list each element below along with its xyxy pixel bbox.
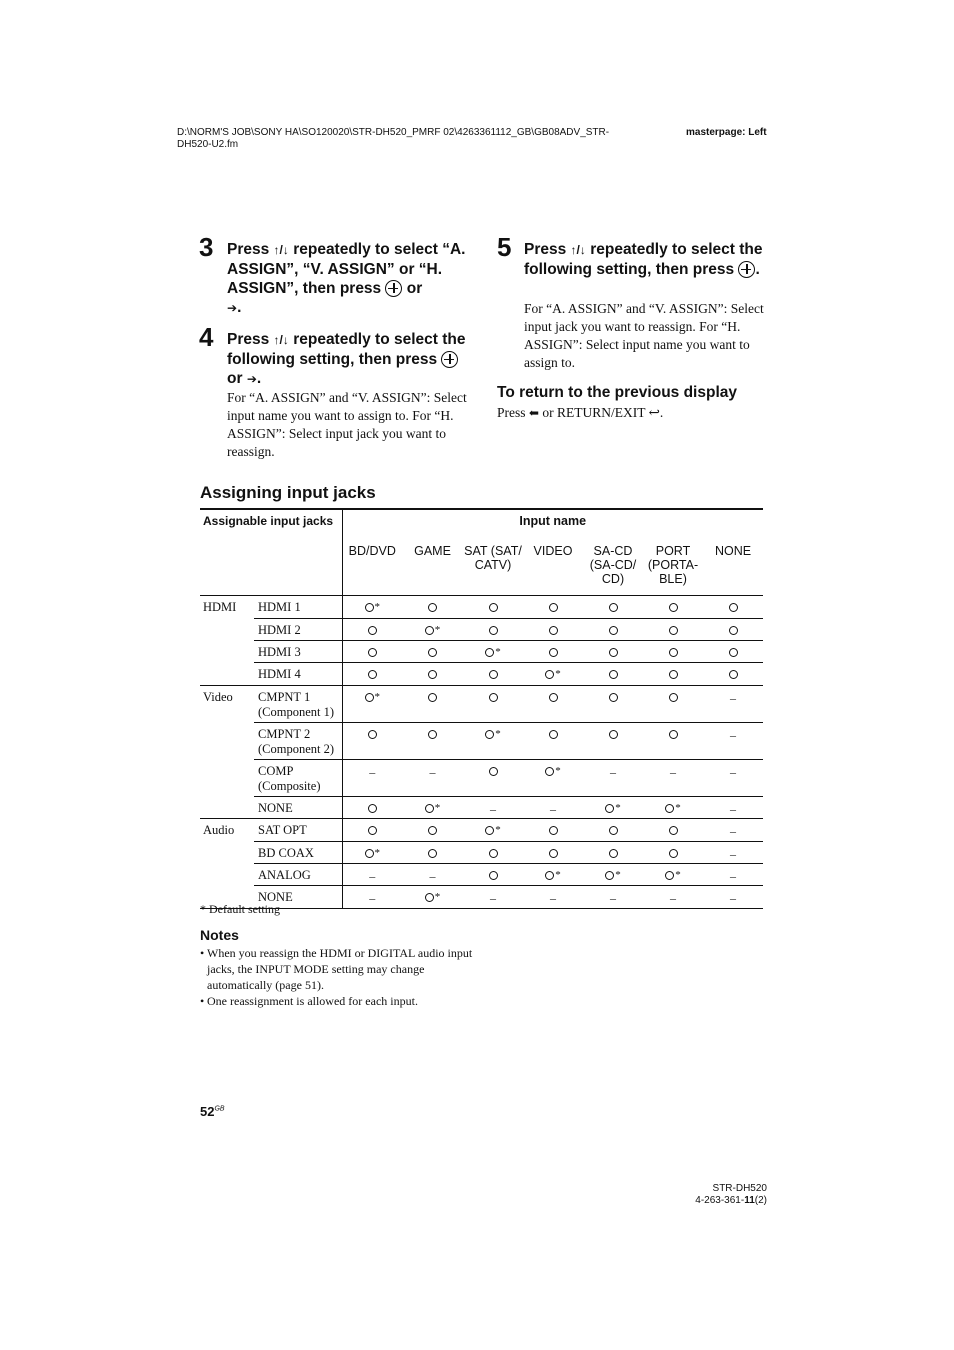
assignment-cell xyxy=(523,842,583,864)
input-jack-table xyxy=(200,508,763,909)
table-row xyxy=(200,619,763,641)
default-asterisk: * xyxy=(374,847,380,859)
assignable-circle-icon xyxy=(605,871,614,880)
assignable-circle-icon xyxy=(669,648,678,657)
enter-button-icon xyxy=(738,261,755,278)
assignable-circle-icon xyxy=(485,730,494,739)
assignable-circle-icon xyxy=(489,871,498,880)
assignment-cell xyxy=(703,760,763,797)
assignable-circle-icon xyxy=(669,826,678,835)
header-assignable-jacks: Assignable input jacks xyxy=(200,509,342,596)
assignable-circle-icon xyxy=(545,871,554,880)
not-assignable-dash: – xyxy=(670,765,676,779)
table-row xyxy=(200,760,763,797)
enter-button-icon xyxy=(441,351,458,368)
assignment-cell xyxy=(703,797,763,819)
assignment-cell xyxy=(342,864,402,886)
notes-list xyxy=(200,945,475,1009)
assignable-circle-icon xyxy=(428,603,437,612)
not-assignable-dash: – xyxy=(730,869,736,883)
assignment-cell xyxy=(643,797,703,819)
assignment-cell xyxy=(583,842,643,864)
assignable-circle-icon xyxy=(365,849,374,858)
page-suffix: GB xyxy=(214,1105,225,1113)
assignment-cell xyxy=(523,596,583,619)
not-assignable-dash: – xyxy=(730,824,736,838)
model-code: 4-263-361-11(2) xyxy=(695,1195,767,1206)
assignment-cell xyxy=(342,842,402,864)
assignable-circle-icon xyxy=(729,626,738,635)
assignment-cell xyxy=(523,663,583,686)
group-label: Audio xyxy=(200,819,254,909)
file-path-line2: DH520-U2.fm xyxy=(177,139,239,150)
jack-name: HDMI 3 xyxy=(254,641,342,663)
assignment-cell xyxy=(342,819,402,842)
assignment-cell xyxy=(463,760,523,797)
not-assignable-dash: – xyxy=(490,802,496,816)
page-number: $52^{GB}$ xyxy=(200,1104,225,1119)
assignable-circle-icon xyxy=(549,730,558,739)
assignment-cell xyxy=(643,819,703,842)
right-arrow-icon: ➔ xyxy=(227,301,238,315)
assignment-cell xyxy=(342,619,402,641)
assignment-cell xyxy=(402,864,463,886)
default-asterisk: * xyxy=(615,869,621,881)
assignable-circle-icon xyxy=(549,826,558,835)
assignment-cell xyxy=(583,663,643,686)
assignment-cell xyxy=(523,686,583,723)
assignment-cell xyxy=(583,797,643,819)
assignable-circle-icon xyxy=(365,603,374,612)
table-row xyxy=(200,663,763,686)
assignable-circle-icon xyxy=(669,603,678,612)
assignment-cell xyxy=(463,641,523,663)
default-asterisk: * xyxy=(495,824,501,836)
assignment-cell xyxy=(583,641,643,663)
up-down-arrow-icon: ↑/↓ xyxy=(273,333,289,347)
assignable-circle-icon xyxy=(368,730,377,739)
assignable-circle-icon xyxy=(489,626,498,635)
assignment-cell xyxy=(463,723,523,760)
default-asterisk: * xyxy=(374,691,380,703)
default-asterisk: * xyxy=(495,728,501,740)
assignment-cell xyxy=(583,819,643,842)
assignable-circle-icon xyxy=(545,670,554,679)
assignable-circle-icon xyxy=(549,648,558,657)
assignment-cell xyxy=(583,596,643,619)
assignable-circle-icon xyxy=(609,693,618,702)
default-asterisk: * xyxy=(495,646,501,658)
assignment-cell xyxy=(583,723,643,760)
right-arrow-icon: ➔ xyxy=(246,372,257,386)
assignable-circle-icon xyxy=(545,767,554,776)
assignment-cell xyxy=(523,864,583,886)
column-header: PORT (PORTA- BLE) xyxy=(643,538,703,596)
assignable-circle-icon xyxy=(489,849,498,858)
not-assignable-dash: – xyxy=(730,891,736,905)
default-asterisk: * xyxy=(675,802,681,814)
assignment-cell xyxy=(703,619,763,641)
group-label: Video xyxy=(200,686,254,819)
column-header: VIDEO xyxy=(523,538,583,596)
assignment-cell xyxy=(583,886,643,909)
note-item: • One reassignment is allowed for each input. xyxy=(200,993,475,1009)
assignable-circle-icon xyxy=(428,826,437,835)
assignment-cell xyxy=(643,596,703,619)
not-assignable-dash: – xyxy=(730,847,736,861)
section-title: Assigning input jacks xyxy=(200,483,376,502)
header-input-name: Input name xyxy=(342,509,763,538)
assignment-cell xyxy=(342,663,402,686)
default-asterisk: * xyxy=(374,601,380,613)
assignable-circle-icon xyxy=(368,826,377,835)
not-assignable-dash: – xyxy=(550,891,556,905)
default-asterisk: * xyxy=(434,891,441,903)
default-asterisk: * xyxy=(434,624,441,636)
assignable-circle-icon xyxy=(485,826,494,835)
assignment-cell xyxy=(402,842,463,864)
model-info xyxy=(695,1183,767,1207)
assignable-circle-icon xyxy=(368,648,377,657)
assignable-circle-icon xyxy=(609,648,618,657)
assignment-cell xyxy=(643,886,703,909)
step-number: 4 xyxy=(199,322,213,352)
return-icon: ↩ xyxy=(648,405,660,420)
step-5 xyxy=(497,232,767,376)
up-down-arrow-icon: ↑/↓ xyxy=(273,243,289,257)
assignment-cell xyxy=(402,819,463,842)
assignable-circle-icon xyxy=(365,693,374,702)
assignable-circle-icon xyxy=(368,804,377,813)
default-asterisk: * xyxy=(675,869,681,881)
step-title: Press ↑/↓ repeatedly to select the following setting, then press or ➔. xyxy=(227,331,466,387)
table-row xyxy=(200,641,763,663)
assignment-cell xyxy=(342,641,402,663)
not-assignable-dash: – xyxy=(610,765,616,779)
assignable-circle-icon xyxy=(489,767,498,776)
assignment-cell xyxy=(703,864,763,886)
assignable-circle-icon xyxy=(729,670,738,679)
default-asterisk: * xyxy=(555,869,561,881)
step-3 xyxy=(199,232,469,316)
assignment-cell xyxy=(523,886,583,909)
step-number: 5 xyxy=(497,232,511,262)
assignment-cell xyxy=(402,619,463,641)
assignable-circle-icon xyxy=(609,626,618,635)
group-label: HDMI xyxy=(200,596,254,686)
jack-name: ANALOG xyxy=(254,864,342,886)
assignment-cell xyxy=(523,619,583,641)
assignment-cell xyxy=(643,842,703,864)
file-path-line1: D:\NORM'S JOB\SONY HA\SO120020\STR-DH520_PMRF 02\4263361112_GB\GB08ADV_STR- xyxy=(177,127,610,138)
assignment-cell xyxy=(402,663,463,686)
assignable-circle-icon xyxy=(605,804,614,813)
table-row xyxy=(200,864,763,886)
assignable-circle-icon xyxy=(669,849,678,858)
jack-name: HDMI 1 xyxy=(254,596,342,619)
assignable-circle-icon xyxy=(368,626,377,635)
assignment-cell xyxy=(463,686,523,723)
return-section-title: To return to the previous display xyxy=(497,384,737,401)
assignment-cell xyxy=(523,641,583,663)
table-row xyxy=(200,842,763,864)
assignable-circle-icon xyxy=(549,626,558,635)
table-row xyxy=(200,819,763,842)
assignable-circle-icon xyxy=(489,670,498,679)
not-assignable-dash: – xyxy=(730,765,736,779)
jack-name: NONE xyxy=(254,886,342,909)
step-body: For “A. ASSIGN” and “V. ASSIGN”: Select input jack you want to reassign. For “H. ASSIGN”: Select input name you want to assign to. xyxy=(524,301,764,370)
not-assignable-dash: – xyxy=(730,728,736,742)
assignable-circle-icon xyxy=(609,826,618,835)
step-4 xyxy=(199,322,469,466)
assignment-cell xyxy=(402,596,463,619)
table-row xyxy=(200,797,763,819)
assignment-cell xyxy=(703,686,763,723)
assignable-circle-icon xyxy=(665,804,674,813)
column-header: BD/DVD xyxy=(342,538,402,596)
assignment-cell xyxy=(643,723,703,760)
jack-name: CMPNT 1 (Component 1) xyxy=(254,686,342,723)
assignable-circle-icon xyxy=(428,670,437,679)
assignment-cell xyxy=(463,842,523,864)
step-title: Press ↑/↓ repeatedly to select “A. ASSIGN”, “V. ASSIGN” or “H. ASSIGN”, then press or ➔. xyxy=(227,241,466,316)
default-setting-footnote: * Default setting xyxy=(200,902,280,916)
notes-title: Notes xyxy=(200,927,239,943)
assignment-cell xyxy=(463,864,523,886)
assignment-cell xyxy=(402,886,463,909)
table-row xyxy=(200,723,763,760)
assignment-cell xyxy=(402,686,463,723)
assignment-cell xyxy=(342,596,402,619)
enter-button-icon xyxy=(385,280,402,297)
assignment-cell xyxy=(643,619,703,641)
column-header: SA-CD (SA-CD/ CD) xyxy=(583,538,643,596)
assignable-circle-icon xyxy=(609,730,618,739)
default-asterisk: * xyxy=(555,668,561,680)
default-asterisk: * xyxy=(434,802,441,814)
assignable-circle-icon xyxy=(609,849,618,858)
assignment-cell xyxy=(463,619,523,641)
table-row xyxy=(200,596,763,619)
assignable-circle-icon xyxy=(669,626,678,635)
not-assignable-dash: – xyxy=(429,869,436,883)
step-body: For “A. ASSIGN” and “V. ASSIGN”: Select input name you want to assign to. For “H. ASSIGN”: Select input jack you want to reassign. xyxy=(227,390,467,459)
assignable-circle-icon xyxy=(428,730,437,739)
jack-name: SAT OPT xyxy=(254,819,342,842)
assignable-circle-icon xyxy=(425,804,434,813)
assignable-circle-icon xyxy=(425,893,434,902)
assignable-circle-icon xyxy=(729,603,738,612)
assignment-cell xyxy=(523,797,583,819)
column-header: NONE xyxy=(703,538,763,596)
assignment-cell xyxy=(463,819,523,842)
assignment-cell xyxy=(523,760,583,797)
jack-name: HDMI 4 xyxy=(254,663,342,686)
assignable-circle-icon xyxy=(549,849,558,858)
assignment-cell xyxy=(342,723,402,760)
assignable-circle-icon xyxy=(665,871,674,880)
model-name: STR-DH520 xyxy=(712,1183,767,1194)
note-item: • When you reassign the HDMI or DIGITAL audio input jacks, the INPUT MODE setting may change automatically (page 51). xyxy=(200,945,475,993)
assignable-circle-icon xyxy=(549,603,558,612)
not-assignable-dash: – xyxy=(730,802,736,816)
assignment-cell xyxy=(643,760,703,797)
not-assignable-dash: – xyxy=(369,765,376,779)
assignment-cell xyxy=(342,886,402,909)
return-section-body: Press ⬅ or RETURN/EXIT ↩. xyxy=(497,405,664,420)
assignable-circle-icon xyxy=(489,603,498,612)
column-header: GAME xyxy=(402,538,463,596)
step-title: Press ↑/↓ repeatedly to select the following setting, then press . xyxy=(524,241,763,278)
not-assignable-dash: – xyxy=(490,891,496,905)
jack-name: CMPNT 2 (Component 2) xyxy=(254,723,342,760)
assignment-cell xyxy=(643,641,703,663)
assignment-cell xyxy=(703,819,763,842)
assignment-cell xyxy=(463,663,523,686)
assignment-cell xyxy=(463,886,523,909)
not-assignable-dash: – xyxy=(730,691,736,705)
jack-name: HDMI 2 xyxy=(254,619,342,641)
assignable-circle-icon xyxy=(669,730,678,739)
assignable-circle-icon xyxy=(428,648,437,657)
assignment-cell xyxy=(342,797,402,819)
assignment-cell xyxy=(583,864,643,886)
masterpage-label: masterpage: Left xyxy=(686,127,767,138)
assignment-cell xyxy=(463,596,523,619)
assignment-cell xyxy=(342,760,402,797)
assignable-circle-icon xyxy=(428,693,437,702)
not-assignable-dash: – xyxy=(670,891,676,905)
assignment-cell xyxy=(583,686,643,723)
assignable-circle-icon xyxy=(669,693,678,702)
assignment-cell xyxy=(342,686,402,723)
assignable-circle-icon xyxy=(368,670,377,679)
assignable-circle-icon xyxy=(428,849,437,858)
assignment-cell xyxy=(643,864,703,886)
left-arrow-icon: ⬅ xyxy=(528,406,539,420)
assignment-cell xyxy=(703,886,763,909)
assignment-cell xyxy=(703,723,763,760)
default-asterisk: * xyxy=(615,802,621,814)
assignment-cell xyxy=(402,723,463,760)
assignment-cell xyxy=(523,723,583,760)
jack-name: NONE xyxy=(254,797,342,819)
jack-name: BD COAX xyxy=(254,842,342,864)
up-down-arrow-icon: ↑/↓ xyxy=(570,243,586,257)
not-assignable-dash: – xyxy=(429,765,436,779)
assignment-cell xyxy=(583,760,643,797)
assignment-cell xyxy=(703,663,763,686)
assignment-cell xyxy=(703,596,763,619)
assignment-cell xyxy=(402,797,463,819)
not-assignable-dash: – xyxy=(610,891,616,905)
assignable-circle-icon xyxy=(609,670,618,679)
step-number: 3 xyxy=(199,232,213,262)
assignable-circle-icon xyxy=(425,626,434,635)
assignable-circle-icon xyxy=(549,693,558,702)
not-assignable-dash: – xyxy=(369,891,376,905)
assignment-cell xyxy=(402,641,463,663)
not-assignable-dash: – xyxy=(369,869,376,883)
assignable-circle-icon xyxy=(669,670,678,679)
assignment-cell xyxy=(523,819,583,842)
assignment-cell xyxy=(643,686,703,723)
assignable-circle-icon xyxy=(485,648,494,657)
assignment-cell xyxy=(643,663,703,686)
default-asterisk: * xyxy=(555,765,561,777)
assignment-cell xyxy=(703,842,763,864)
column-header: SAT (SAT/ CATV) xyxy=(463,538,523,596)
assignable-circle-icon xyxy=(729,648,738,657)
assignment-cell xyxy=(703,641,763,663)
file-path-header xyxy=(177,127,677,151)
not-assignable-dash: – xyxy=(550,802,556,816)
table-row xyxy=(200,886,763,909)
assignment-cell xyxy=(463,797,523,819)
table-header-row xyxy=(200,509,763,538)
assignment-cell xyxy=(583,619,643,641)
table-row xyxy=(200,686,763,723)
assignable-circle-icon xyxy=(609,603,618,612)
assignable-circle-icon xyxy=(489,693,498,702)
jack-name: COMP (Composite) xyxy=(254,760,342,797)
assignment-cell xyxy=(402,760,463,797)
